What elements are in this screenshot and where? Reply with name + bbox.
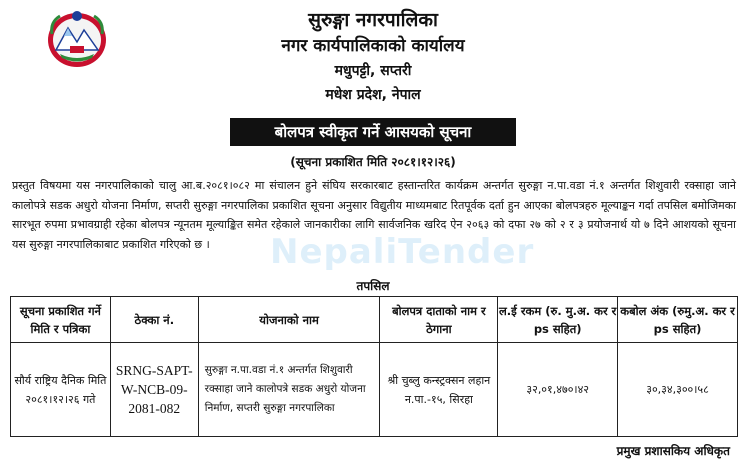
watermark: NepaliTender xyxy=(270,232,535,272)
bid-details-table xyxy=(10,296,738,437)
notice-body: प्रस्तुत विषयमा यस नगरपालिकाको चालु आ.ब.२०८१।०८२ मा संचालन हुने संघिय सरकारबाट हस्तान्तरित कार्यक्रम अन्तर्गत सुरुङ्गा न.पा.वडा नं.१ अन्तर्गत शिशुवारी रक्साहा जाने कालोपत्रे सडक अधुरो योजना निर्माण, सप्तरी सुरुङ्गा नगरपालिका प्रकाशित सूचना अनुसार विद्युतीय माध्यमबाट रितपूर्वक दर्ता हुन आएका बोलपत्रहरु मूल्याङ्कन गर्दा तपसिल बमोजिमका सारभूत रुपमा प्रभावग्राही रहेका बोलपत्र न्यूनतम मूल्याङ्कित समेत रहेकाले जानकारीका लागि सार्वजनिक खरिद ऐन २०६३ को दफा २७ को २ र ३ प्रयोजनार्थ यो ७ दिने आशयको सूचना यस सुरुङ्गा नगरपालिकाबाट प्रकाशित गरिएको छ । xyxy=(12,179,736,251)
signoff: प्रमुख प्रशासकिय अधिकृत xyxy=(616,444,730,458)
cell-bidder: श्री चुब्लु कन्स्ट्रक्सन लहान न.पा.-१५, सिरहा xyxy=(380,343,498,437)
office-location: मधुपट्टी, सप्तरी xyxy=(334,63,412,79)
table-caption: तपसिल xyxy=(356,279,390,293)
table-row xyxy=(11,343,738,437)
notice-title: बोलपत्र स्वीकृत गर्ने आसयको सूचना xyxy=(230,118,516,146)
header-cost-estimate: ल.ई रकम (रु. मु.अ. कर र ps सहित) xyxy=(498,297,618,343)
cell-contract-no: SRNG-SAPT-W-NCB-09-2081-082 xyxy=(110,343,198,437)
cell-bid-amount: ३०,३४,३००।५८ xyxy=(618,343,738,437)
header-bidder: बोलपत्र दाताको नाम र ठेगाना xyxy=(380,297,498,343)
cell-cost-estimate: ३२,०१,४७०।४२ xyxy=(498,343,618,437)
office-province: मधेश प्रदेश, नेपाल xyxy=(325,87,421,103)
cell-project-name: सुरुङ्गा न.पा.वडा नं.१ अन्तर्गत शिशुवारी रक्साहा जाने कालोपत्रे सडक अधुरो योजना निर्माण, सप्तरी सुरुङ्गा नगरपालिका xyxy=(198,343,380,437)
office-subtitle: नगर कार्यपालिकाको कार्यालय xyxy=(281,36,465,56)
office-name: सुरुङ्गा नगरपालिका xyxy=(308,9,438,31)
publish-date: (सूचना प्रकाशित मिति २०८१।१२।२६) xyxy=(290,155,456,169)
header-publish-info: सूचना प्रकाशित गर्ने मिति र पत्रिका xyxy=(11,297,111,343)
table-header-row xyxy=(11,297,738,343)
header-bid-amount: कबोल अंक (रुमु.अ. कर र ps सहित) xyxy=(618,297,738,343)
cell-publish-info: सौर्य राष्ट्रिय दैनिक मिति २०८१।१२।२६ गते xyxy=(11,343,111,437)
header-contract-no: ठेक्का नं. xyxy=(110,297,198,343)
header-project-name: योजनाको नाम xyxy=(198,297,380,343)
